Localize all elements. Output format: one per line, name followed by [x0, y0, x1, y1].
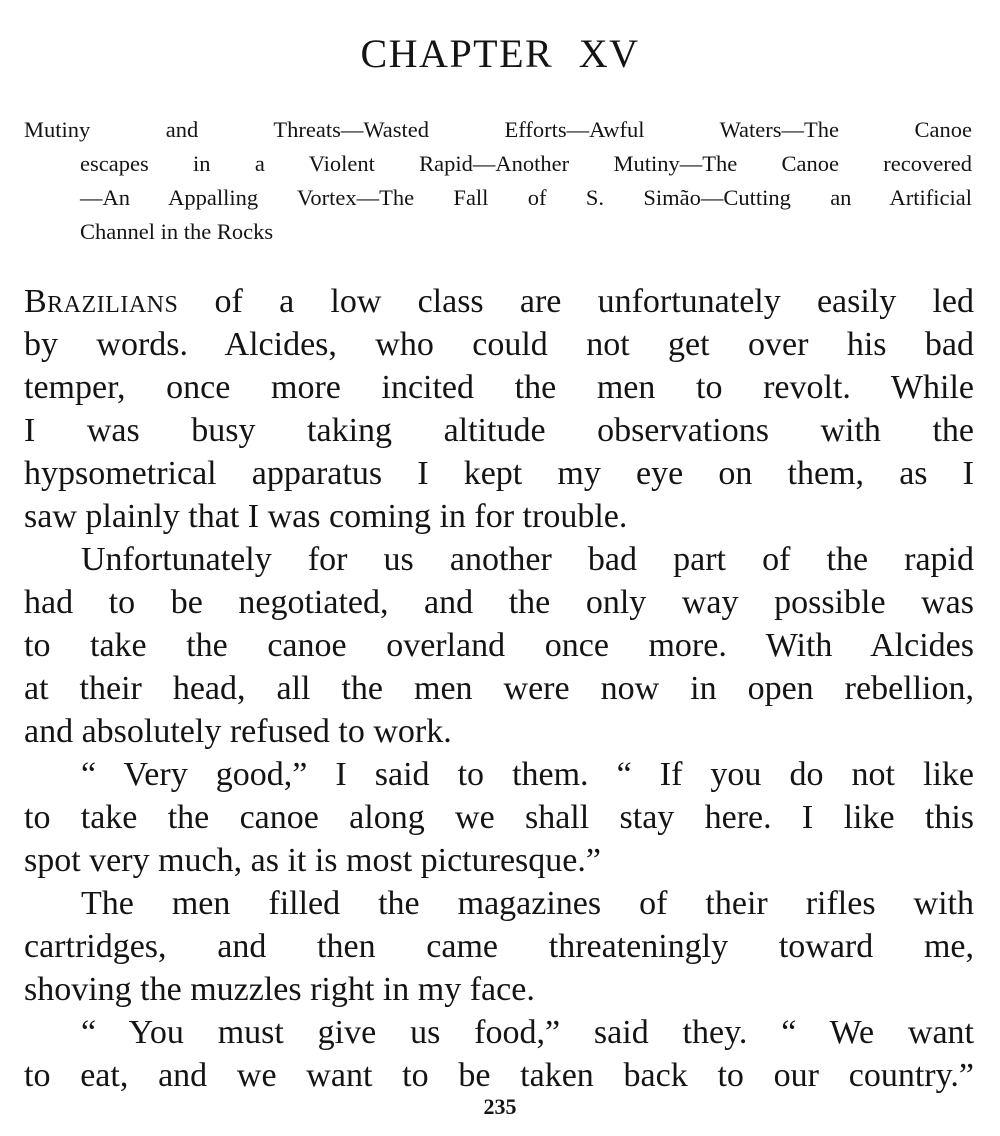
- text-line: to eat, and we want to be taken back to our country.”: [24, 1057, 974, 1094]
- text-line: [24, 280, 974, 323]
- summary-line: Mutiny and Threats—Wasted Efforts—Awful Waters—The Canoe: [24, 117, 972, 142]
- text-line: “ You must give us food,” said they. “ We want: [81, 1014, 974, 1051]
- text-line: I was busy taking altitude observations with the: [24, 412, 974, 449]
- text-line: and absolutely refused to work.: [24, 713, 452, 750]
- chapter-title: CHAPTER XV: [360, 31, 640, 76]
- text-line: Unfortunately for us another bad part of the rapid: [81, 541, 974, 578]
- text-line: shoving the muzzles right in my face.: [24, 971, 535, 1008]
- text-line: hypsometrical apparatus I kept my eye on them, as I: [24, 455, 974, 492]
- summary-line: —An Appalling Vortex—The Fall of S. Simão—Cutting an Artificial: [80, 185, 972, 210]
- first-word: Brazilians: [24, 283, 179, 320]
- text-line: by words. Alcides, who could not get over his bad: [24, 326, 974, 363]
- text-line: to take the canoe overland once more. With Alcides: [24, 627, 974, 664]
- text-line: saw plainly that I was coming in for trouble.: [24, 498, 628, 535]
- text-line: to take the canoe along we shall stay here. I like this: [24, 799, 974, 836]
- page-number: 235: [483, 1094, 517, 1119]
- summary-line: Channel in the Rocks: [80, 219, 274, 244]
- text-line: “ Very good,” I said to them. “ If you do not like: [81, 756, 974, 793]
- text-line: The men filled the magazines of their rifles with: [81, 885, 974, 922]
- text-line-rest: of a low class are unfortunately easily led: [178, 283, 974, 320]
- chapter-summary: [24, 113, 972, 249]
- summary-line: escapes in a Violent Rapid—Another Mutiny—The Canoe recovered: [80, 151, 972, 176]
- body-text: [24, 280, 974, 1097]
- text-line: cartridges, and then came threateningly toward me,: [24, 928, 974, 965]
- text-line: at their head, all the men were now in open rebellion,: [24, 670, 974, 707]
- text-line: temper, once more incited the men to revolt. While: [24, 369, 974, 406]
- text-line: spot very much, as it is most picturesque.”: [24, 842, 601, 879]
- text-line: had to be negotiated, and the only way possible was: [24, 584, 974, 621]
